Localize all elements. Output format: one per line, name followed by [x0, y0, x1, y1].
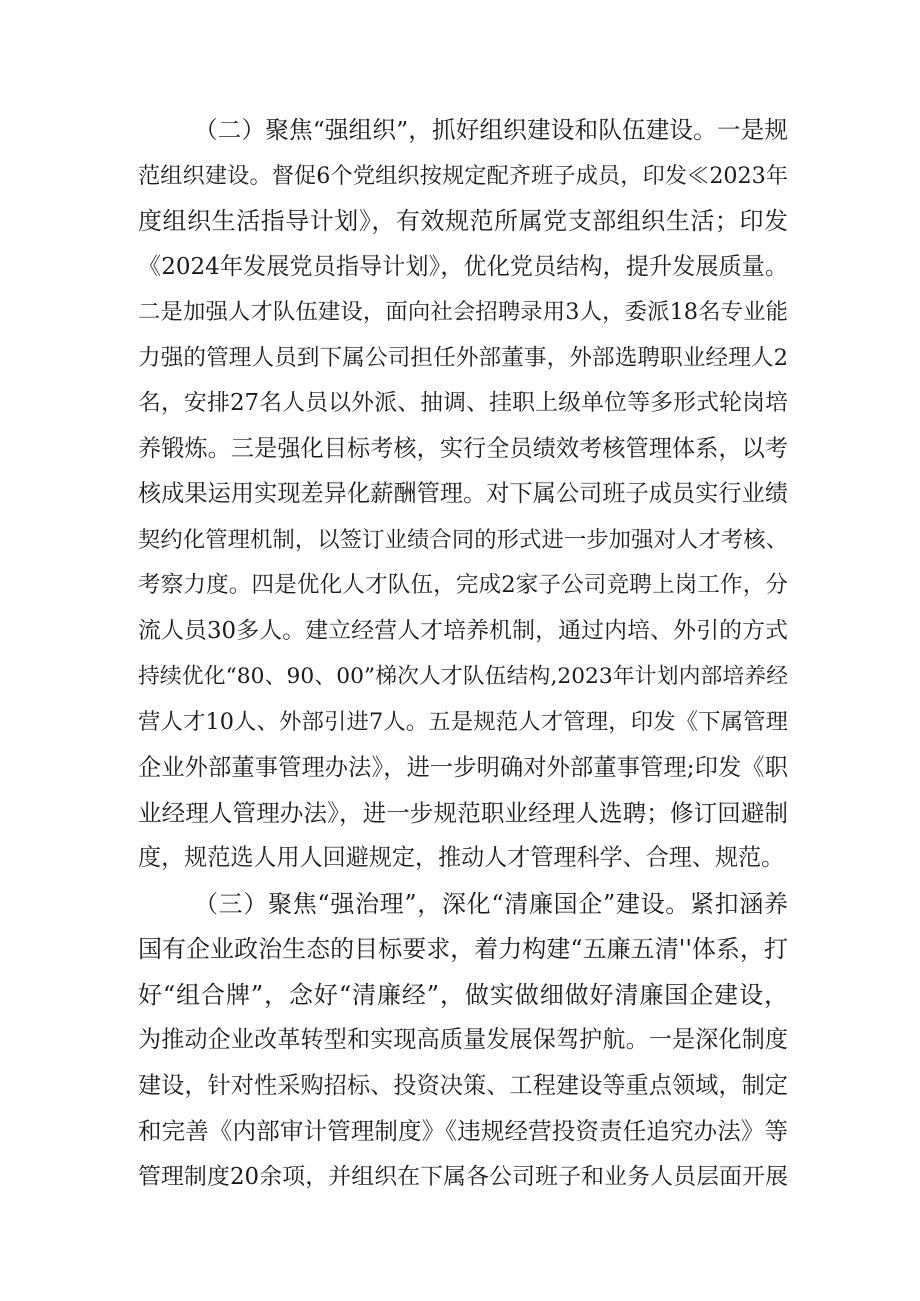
- paragraph-governance: [138, 882, 788, 1201]
- text-line: 力强的管理人员到下属公司担任外部董事，外部选聘职业经理人2: [138, 344, 788, 371]
- text-line: 名，安排27名人员以外派、抽调、挂职上级单位等多形式轮岗培: [138, 390, 788, 416]
- text-line: 和完善《内部审计管理制度》《违规经营投资责任追究办法》等: [138, 1117, 788, 1145]
- text-line: 营人才10人、外部引进7人。五是规范人才管理，印发《下属管理: [138, 708, 788, 735]
- text-line: 养锻炼。三是强化目标考核，实行全员绩效考核管理体系，以考: [138, 435, 788, 462]
- text-line: 业经理人管理办法》，进一步规范职业经理人选聘；修订回避制: [138, 798, 788, 827]
- text-line: 企业外部董事管理办法》，进一步明确对外部董事管理;印发《职: [138, 754, 788, 781]
- text-line: 国有企业政治生态的目标要求，着力构建“五廉五清''体系，打: [138, 935, 788, 963]
- text-line: 建设，针对性采购招标、投资决策、工程建设等重点领域，制定: [138, 1072, 788, 1099]
- text-line: 持续优化“80、90、00”梯次人才队伍结构,2023年计划内部培养经: [138, 664, 788, 689]
- text-line: 管理制度20余项，并组织在下属各公司班子和业务人员层面开展: [138, 1163, 788, 1190]
- text-line: 二是加强人才队伍建设，面向社会招聘录用3人，委派18名专业能: [138, 299, 788, 325]
- text-line: （二）聚焦“强组织”，抓好组织建设和队伍建设。一是规: [194, 116, 788, 144]
- document-body: [138, 108, 788, 1200]
- text-line: 范组织建设。督促6个党组织按规定配齐班子成员，印发≪2023年: [138, 162, 788, 189]
- paragraph-organization: [138, 108, 788, 882]
- text-line: 好“组合牌”，念好“清廉经”，做实做细做好清廉国企建设，: [138, 980, 788, 1009]
- text-line: 流人员30多人。建立经营人才培养机制，通过内培、外引的方式: [138, 617, 788, 644]
- text-line: （三）聚焦“强治理”，深化“清廉国企”建设。紧扣涵养: [194, 889, 788, 918]
- text-line: 《2024年发展党员指导计划》，优化党员结构，提升发展质量。: [138, 253, 788, 280]
- text-line: 契约化管理机制，以签订业绩合同的形式进一步加强对人才考核、: [138, 526, 788, 553]
- text-line: 度，规范选人用人回避规定，推动人才管理科学、合理、规范。: [138, 845, 785, 871]
- text-line: 核成果运用实现差异化薪酬管理。对下属公司班子成员实行业绩: [138, 481, 788, 507]
- text-line: 考察力度。四是优化人才队伍，完成2家子公司竞聘上岗工作，分: [138, 572, 788, 598]
- text-line: 度组织生活指导计划》，有效规范所属党支部组织生活；印发: [138, 207, 788, 235]
- text-line: 为推动企业改革转型和实现高质量发展保驾护航。一是深化制度: [138, 1027, 788, 1053]
